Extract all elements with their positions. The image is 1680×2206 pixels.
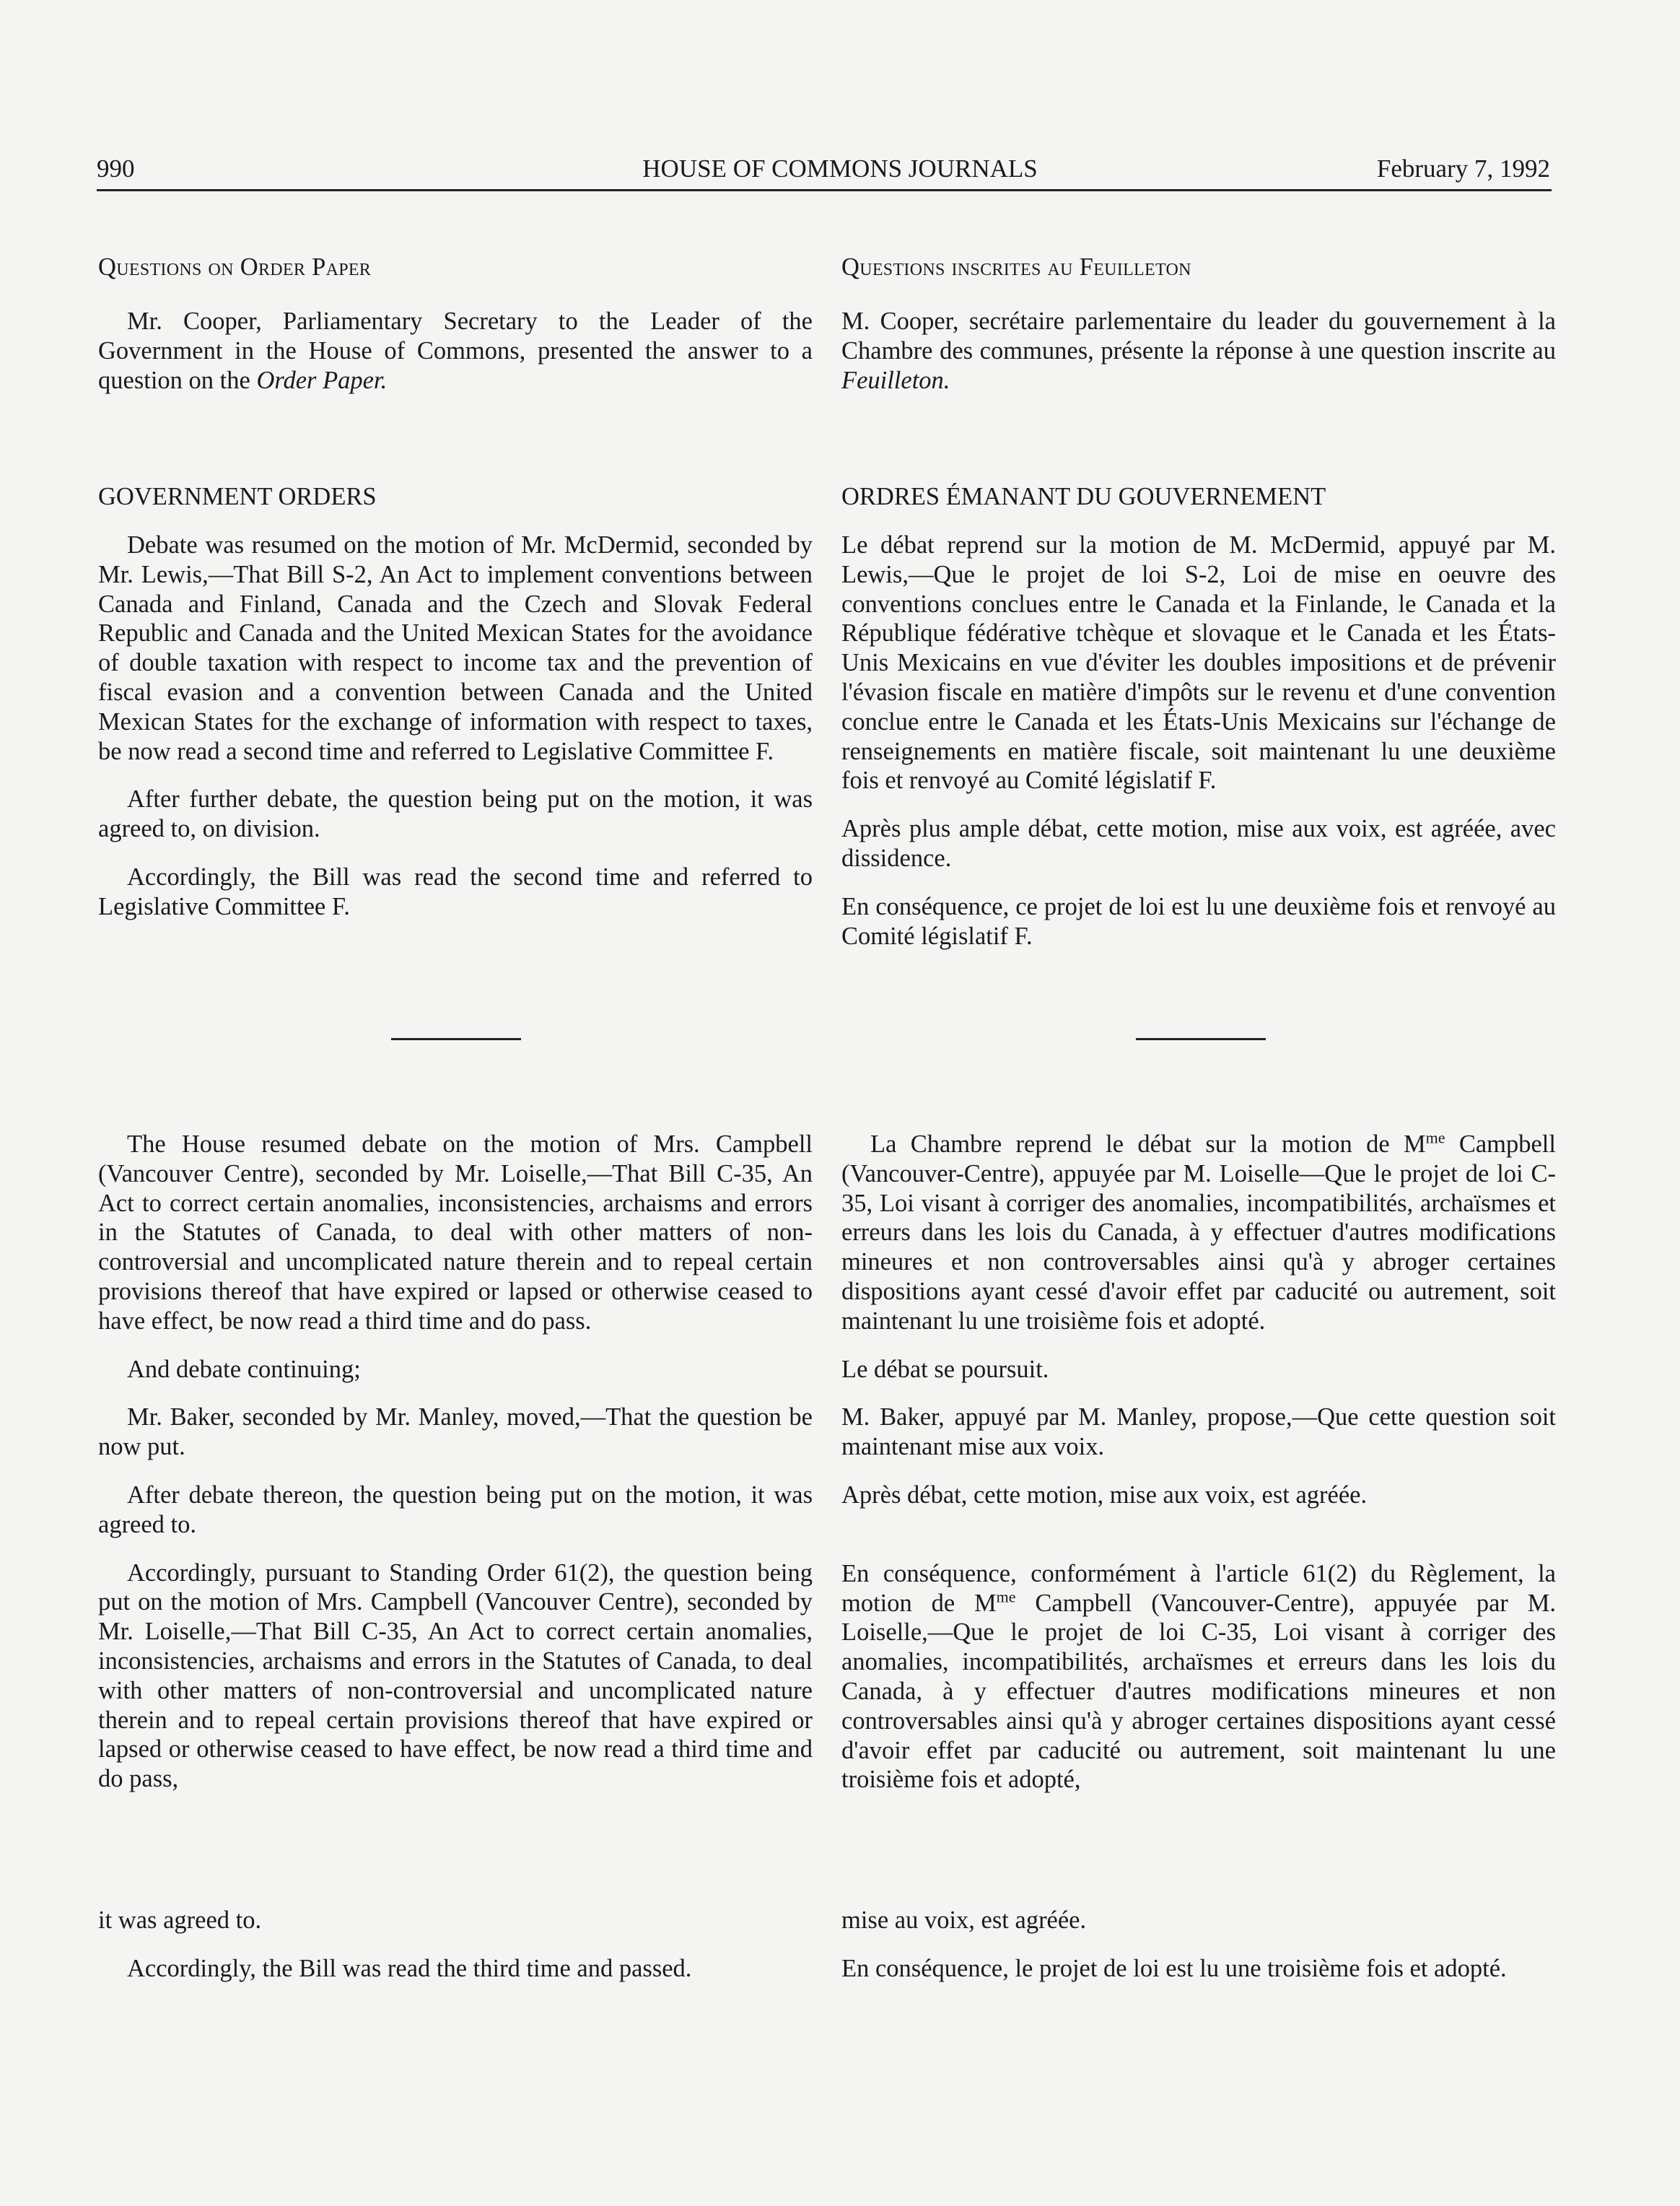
third-passed-en: Accordingly, the Bill was read the third time and passed. <box>127 1954 692 1982</box>
debate-s2-fr: Le débat reprend sur la motion de M. McDermid, appuyé par M. Lewis,—Que le projet de loi S-2, Loi de mise en oeuvre des conventions conclues entre le Canada et la Finlande, le Canada et la République fédérative tchèque et slovaque et le Canada et les États-Unis Mexicains en vue d'éviter les doubles impositions et de prévenir l'évasion fiscale en matière d'impôts sur le revenu et d'une convention conclue entre le Canada et les États-Unis Mexicains sur l'échange de renseignements en matière fiscale, soit maintenant lu une deuxième fois et renvoyé au Comité législatif F. <box>841 531 1556 795</box>
questions-heading-en: Questions on Order Paper <box>98 253 372 281</box>
accordingly-second-fr: En conséquence, ce projet de loi est lu une deuxième fois et renvoyé au Comité législatif F. <box>841 892 1556 950</box>
c35-result-fr <box>841 1906 1556 1984</box>
journal-date: February 7, 1992 <box>1376 154 1550 183</box>
questions-text-fr: M. Cooper, secrétaire parlementaire du leader du gouvernement à la Chambre des communes, présente la réponse à une question inscrite au Feuilleton. <box>841 308 1556 394</box>
third-passed-fr: En conséquence, le projet de loi est lu une troisième fois et adopté. <box>841 1954 1507 1982</box>
government-orders-section-fr <box>841 482 1556 951</box>
pursuant-so-en: Accordingly, pursuant to Standing Order 61(2), the question being put on the motion of Mrs. Campbell (Vancouver Centre), seconded by Mr. Loiselle,—That Bill C-35, An Act to correct certain anomalies, inconsistencies, archaisms and errors in the Statutes of Canada, to deal with other matters of non-controversial and uncomplicated nature therein and to repeal certain provisions thereof that have expired or lapsed or otherwise ceased to have effect, be now read a third time and do pass, <box>98 1558 813 1793</box>
gov-orders-heading-en: GOVERNMENT ORDERS <box>98 483 377 510</box>
debate-continuing-en: And debate continuing; <box>127 1355 361 1383</box>
c35-section-fr <box>841 1130 1556 1795</box>
questions-text-en: Mr. Cooper, Parliamentary Secretary to the Leader of the Government in the House of Commons, presented the answer to a question on the Order Paper. <box>98 308 813 394</box>
agreed-to-en: it was agreed to. <box>98 1906 262 1934</box>
further-debate-en: After further debate, the question being put on the motion, it was agreed to, on division. <box>98 785 813 843</box>
house-resumed-c35-fr: La Chambre reprend le débat sur la motion de $M^{me}$ Campbell (Vancouver-Centre), appuyée par M. Loiselle—Que le projet de loi C-35, Loi visant à corriger des anomalies, incompatibilités, archaïsmes et erreurs dans les lois du Canada, à y effectuer d'autres modifications mineures et non controversables ainsi qu'à y abroger certaines dispositions ayant cessé d'avoir effet par caducité ou autrement, soit maintenant lu une troisième fois et adopté. <box>841 1128 1556 1335</box>
header-rule <box>97 189 1552 191</box>
house-resumed-c35-en: The House resumed debate on the motion of Mrs. Campbell (Vancouver Centre), seconded by Mr. Loiselle,—That Bill C-35, An Act to correct certain anomalies, inconsistencies, archaisms and errors in the Statutes of Canada, to deal with other matters of non-controversial and uncomplicated nature therein and to repeal certain provisions thereof that have expired or lapsed or otherwise ceased to have effect, be now read a third time and do pass. <box>98 1130 813 1335</box>
after-debate-fr: Après débat, cette motion, mise aux voix, est agréée. <box>841 1481 1368 1509</box>
journal-title: HOUSE OF COMMONS JOURNALS <box>642 154 1038 183</box>
accordingly-second-en: Accordingly, the Bill was read the second time and referred to Legislative Committee F. <box>98 863 813 920</box>
pursuant-fr: En conséquence, conformément à l'article 61(2) du Règlement, la motion de $M^{me}$ Campbell (Vancouver-Centre), appuyée par M. Loiselle,—Que le projet de loi C-35, Loi visant à corriger des anomalies, incompatibilités, archaïsmes et erreurs dans les lois du Canada, à y effectuer d'autres modifications mineures et non controversables ainsi qu'à y abroger certaines dispositions ayant cessé d'avoir effet par caducité ou autrement, soit maintenant lu une troisième fois et adopté, <box>841 1559 1556 1794</box>
agreed-to-fr: mise au voix, est agréée. <box>841 1906 1087 1934</box>
debate-continuing-fr: Le débat se poursuit. <box>841 1355 1049 1383</box>
c35-section-en <box>98 1130 813 1794</box>
section-separator-fr <box>1136 1038 1266 1040</box>
page-number: 990 <box>97 154 135 183</box>
questions-section-fr <box>841 253 1556 395</box>
gov-orders-heading-fr: ORDRES ÉMANANT DU GOUVERNEMENT <box>841 483 1326 510</box>
further-debate-fr: Après plus ample débat, cette motion, mise aux voix, est agréée, avec dissidence. <box>841 815 1556 872</box>
questions-section-en <box>98 253 813 395</box>
questions-heading-fr: Questions inscrites au Feuilleton <box>841 253 1191 281</box>
baker-moved-fr: M. Baker, appuyé par M. Manley, propose,—Que cette question soit maintenant mise aux voix. <box>841 1403 1556 1461</box>
baker-moved-en: Mr. Baker, seconded by Mr. Manley, moved,—That the question be now put. <box>98 1403 813 1461</box>
section-separator-en <box>391 1038 521 1040</box>
government-orders-section-en <box>98 482 813 922</box>
c35-result-en <box>98 1906 813 1984</box>
after-debate-en: After debate thereon, the question being put on the motion, it was agreed to. <box>98 1481 813 1538</box>
debate-s2-en: Debate was resumed on the motion of Mr. McDermid, seconded by Mr. Lewis,—That Bill S-2, An Act to implement conventions between Canada and Finland, Canada and the Czech and Slovak Federal Republic and Canada and the United Mexican States for the avoidance of double taxation with respect to income tax and the prevention of fiscal evasion and a convention between Canada and the United Mexican States for the exchange of information with respect to taxes, be now read a second time and referred to Legislative Committee F. <box>98 531 813 765</box>
